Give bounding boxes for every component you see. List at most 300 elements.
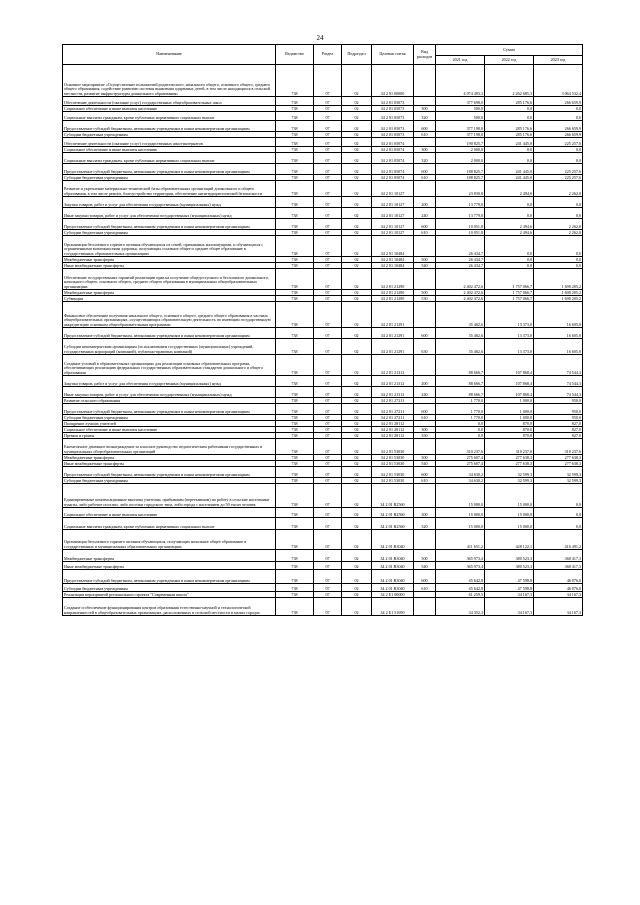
- row-name: Организация бесплатного горячего питания обучающихся из семей, признанных малоимущими, и обучающихся с ограниченными возможностями здоровья, получающих основное общее и среднее общее образование в государственных образовательных организациях: [63, 236, 276, 257]
- row-target-article: 34 2 01 05074: [372, 138, 414, 147]
- row-subsection: 02: [342, 562, 372, 570]
- row-section: 07: [314, 290, 342, 296]
- row-amount-2023: 34 167,3: [534, 592, 583, 598]
- row-amount-2021: 23 830,8: [436, 181, 485, 197]
- row-department: 738: [276, 175, 314, 181]
- row-department: 738: [276, 478, 314, 484]
- row-amount-2022: 1 000,0: [485, 404, 534, 415]
- row-department: 738: [276, 433, 314, 439]
- row-target-article: 34 2 01 05073: [372, 121, 414, 132]
- row-department: 738: [276, 263, 314, 269]
- table-row: [63, 138, 583, 147]
- row-department: 738: [276, 421, 314, 427]
- row-section: 07: [314, 269, 342, 290]
- row-amount-2021: 15 000,0: [436, 484, 485, 508]
- row-target-article: 34 2 01 53030: [372, 461, 414, 467]
- row-amount-2022: 310 237,6: [485, 439, 534, 455]
- row-name: Социальные выплаты гражданам, кроме публичных нормативных социальных выплат: [63, 518, 276, 530]
- row-amount-2021: 411 651,2: [436, 530, 485, 550]
- row-target-article: 34 2 01 21290: [372, 296, 414, 302]
- row-subsection: 02: [342, 467, 372, 478]
- row-department: 738: [276, 257, 314, 263]
- row-name: Иные межбюджетные трансферты: [63, 562, 276, 570]
- row-name: Финансовое обеспечение получения начального общего, основного общего, среднего общего образования в частных общеобразовательных организациях, осуществляющих образовательную деятельность по имеющим государственную аккредитацию основным общеобразовательным программам: [63, 302, 276, 328]
- row-expense-type: 200: [414, 376, 436, 387]
- row-amount-2023: 1 690 205,2: [534, 296, 583, 302]
- row-amount-2021: 0,0: [436, 433, 485, 439]
- row-name: Предоставление субсидий бюджетным, автономным учреждениям и иным некоммерческим организациям: [63, 570, 276, 584]
- row-subsection: 02: [342, 355, 372, 376]
- row-department: 738: [276, 97, 314, 106]
- row-section: 07: [314, 518, 342, 530]
- row-subsection: 02: [342, 376, 372, 387]
- table-row: [63, 439, 583, 455]
- row-name: Предоставление субсидий бюджетным, автономным учреждениям и иным некоммерческим организациям: [63, 164, 276, 175]
- row-amount-2021: 34 352,3: [436, 598, 485, 616]
- row-name: Развитие и укрепление материально-технической базы образовательных организаций дошкольного и общего образования, в том числе ремонт, благоустройство территории, обеспечение антитеррористической безопасности: [63, 181, 276, 197]
- row-department: 738: [276, 106, 314, 112]
- row-amount-2023: 74 544,3: [534, 355, 583, 376]
- row-amount-2021: 26 434,7: [436, 236, 485, 257]
- row-amount-2022: 0,0: [485, 147, 534, 153]
- header-subsection: Подраздел: [342, 45, 372, 65]
- row-amount-2022: 380 523,3: [485, 550, 534, 562]
- row-amount-2022: 0,0: [485, 208, 534, 219]
- row-name: Единовременные компенсационные выплаты учителям, прибывшим (переехавшим) на работу в сельские населенные пункты, либо рабочие поселки, либо поселки городского типа, либо города с населением до 50 тысяч человек: [63, 484, 276, 508]
- row-subsection: 02: [342, 415, 372, 421]
- row-amount-2022: 15 000,0: [485, 518, 534, 530]
- row-name: Социальные выплаты гражданам, кроме публичных нормативных социальных выплат: [63, 153, 276, 164]
- row-amount-2022: 0,0: [485, 257, 534, 263]
- row-expense-type: 350: [414, 433, 436, 439]
- row-section: 07: [314, 132, 342, 138]
- row-section: 07: [314, 439, 342, 455]
- row-amount-2021: 15 000,0: [436, 508, 485, 518]
- row-section: 07: [314, 164, 342, 175]
- row-name: Иные межбюджетные трансферты: [63, 461, 276, 467]
- row-subsection: 02: [342, 257, 372, 263]
- row-section: 07: [314, 106, 342, 112]
- row-expense-type: [414, 598, 436, 616]
- row-section: 07: [314, 208, 342, 219]
- table-row: [63, 570, 583, 584]
- row-amount-2022: 241 445,0: [485, 138, 534, 147]
- row-subsection: 02: [342, 236, 372, 257]
- row-amount-2023: 368 417,3: [534, 562, 583, 570]
- row-amount-2023: 46 076,0: [534, 584, 583, 592]
- row-department: 738: [276, 562, 314, 570]
- row-section: 07: [314, 530, 342, 550]
- row-amount-2023: 368 417,3: [534, 550, 583, 562]
- row-target-article: 34 2 01 05073: [372, 132, 414, 138]
- row-department: 738: [276, 427, 314, 433]
- row-subsection: 02: [342, 290, 372, 296]
- table-row: [63, 219, 583, 230]
- row-subsection: 02: [342, 592, 372, 598]
- row-amount-2023: 266 659,9: [534, 132, 583, 138]
- row-target-article: 34 2 01 05073: [372, 112, 414, 121]
- row-department: 738: [276, 236, 314, 257]
- row-name: Субсидии бюджетным учреждениям: [63, 175, 276, 181]
- row-amount-2021: 365 973,4: [436, 550, 485, 562]
- row-section: 07: [314, 257, 342, 263]
- row-amount-2021: 10 051,8: [436, 219, 485, 230]
- row-amount-2021: 26 434,7: [436, 263, 485, 269]
- row-amount-2023: 2 262,0: [534, 219, 583, 230]
- row-amount-2022: 107 868,4: [485, 387, 534, 398]
- row-target-article: 34 2 01 21312: [372, 387, 414, 398]
- row-amount-2023: 827,0: [534, 421, 583, 427]
- row-section: 07: [314, 97, 342, 106]
- row-section: 07: [314, 121, 342, 132]
- row-amount-2023: 0,0: [534, 508, 583, 518]
- row-amount-2021: 500,0: [436, 106, 485, 112]
- row-amount-2022: 285 176,6: [485, 121, 534, 132]
- row-amount-2022: 0,0: [485, 112, 534, 121]
- row-subsection: 02: [342, 570, 372, 584]
- table-row: [63, 387, 583, 398]
- row-expense-type: 240: [414, 387, 436, 398]
- row-amount-2023: 0,0: [534, 112, 583, 121]
- row-section: 07: [314, 433, 342, 439]
- row-amount-2022: 47 598,8: [485, 584, 534, 592]
- row-subsection: 02: [342, 132, 372, 138]
- row-department: 738: [276, 164, 314, 175]
- row-subsection: 02: [342, 138, 372, 147]
- row-department: 738: [276, 439, 314, 455]
- row-amount-2023: 2 262,0: [534, 230, 583, 236]
- row-amount-2021: 0,0: [436, 427, 485, 433]
- row-amount-2022: 0,0: [485, 197, 534, 208]
- row-name: Межбюджетные трансферты: [63, 290, 276, 296]
- row-department: 738: [276, 570, 314, 584]
- row-amount-2023: 16 605,0: [534, 339, 583, 355]
- row-name: Социальное обеспечение и иные выплаты населению: [63, 508, 276, 518]
- table-row: [63, 208, 583, 219]
- row-department: 738: [276, 404, 314, 415]
- row-amount-2022: 870,0: [485, 421, 534, 427]
- row-amount-2021: 61 259,5: [436, 592, 485, 598]
- row-amount-2023: 74 544,3: [534, 376, 583, 387]
- row-amount-2021: 310 237,6: [436, 439, 485, 455]
- row-name: Закупка товаров, работ и услуг для обеспечения государственных (муниципальных) нужд: [63, 197, 276, 208]
- row-section: 07: [314, 112, 342, 121]
- table-row: [63, 164, 583, 175]
- row-section: 07: [314, 263, 342, 269]
- row-department: 738: [276, 376, 314, 387]
- table-row: [63, 339, 583, 355]
- row-expense-type: [414, 484, 436, 508]
- row-section: 07: [314, 147, 342, 153]
- table-row: [63, 181, 583, 197]
- row-amount-2022: 870,0: [485, 427, 534, 433]
- row-subsection: 02: [342, 598, 372, 616]
- row-section: 07: [314, 478, 342, 484]
- row-amount-2023: 0,0: [534, 484, 583, 508]
- row-amount-2021: 275 607,4: [436, 461, 485, 467]
- row-expense-type: [414, 269, 436, 290]
- row-target-article: 34 2 01 21290: [372, 290, 414, 296]
- table-row: [63, 550, 583, 562]
- table-row: [63, 269, 583, 290]
- row-name: Субсидии бюджетным учреждениям: [63, 415, 276, 421]
- row-amount-2021: 500,0: [436, 112, 485, 121]
- row-expense-type: 300: [414, 147, 436, 153]
- row-department: 738: [276, 296, 314, 302]
- row-amount-2023: 0,0: [534, 197, 583, 208]
- row-amount-2023: 0,0: [534, 263, 583, 269]
- row-target-article: 34 2 01 21290: [372, 269, 414, 290]
- row-amount-2022: 870,0: [485, 433, 534, 439]
- row-expense-type: 600: [414, 570, 436, 584]
- row-amount-2023: 225 257,6: [534, 138, 583, 147]
- row-expense-type: 530: [414, 296, 436, 302]
- row-section: 07: [314, 455, 342, 461]
- row-amount-2021: 275 607,4: [436, 455, 485, 461]
- row-name: Предоставление субсидий бюджетным, автономным учреждениям и иным некоммерческим организациям: [63, 467, 276, 478]
- row-target-article: 34 2 E1 00000: [372, 592, 414, 598]
- row-amount-2021: 1 770,0: [436, 398, 485, 404]
- row-amount-2023: 2 262,0: [534, 181, 583, 197]
- row-name: Социальное обеспечение и иные выплаты населению: [63, 106, 276, 112]
- row-amount-2023: 0,0: [534, 257, 583, 263]
- row-amount-2023: 950,0: [534, 415, 583, 421]
- row-expense-type: 320: [414, 112, 436, 121]
- row-section: 07: [314, 461, 342, 467]
- row-subsection: 02: [342, 219, 372, 230]
- row-section: 07: [314, 138, 342, 147]
- row-amount-2022: 107 868,4: [485, 376, 534, 387]
- row-amount-2021: 35 462,6: [436, 328, 485, 339]
- row-name: Субвенции: [63, 296, 276, 302]
- row-target-article: 34 2 01 05074: [372, 164, 414, 175]
- row-target-article: 34 2 01 21291: [372, 302, 414, 328]
- row-section: 07: [314, 421, 342, 427]
- row-expense-type: 600: [414, 219, 436, 230]
- row-amount-2023: 0,0: [534, 147, 583, 153]
- table-row: [63, 404, 583, 415]
- row-department: 738: [276, 181, 314, 197]
- row-department: 738: [276, 598, 314, 616]
- table-row: [63, 562, 583, 570]
- row-expense-type: 300: [414, 508, 436, 518]
- row-expense-type: 320: [414, 153, 436, 164]
- row-target-article: 34 2 01 53030: [372, 467, 414, 478]
- table-row: [63, 484, 583, 508]
- row-section: 07: [314, 197, 342, 208]
- row-amount-2023: 32 599,3: [534, 478, 583, 484]
- row-target-article: 34 2 01 28112: [372, 427, 414, 433]
- table-row: [63, 518, 583, 530]
- row-subsection: 02: [342, 398, 372, 404]
- row-department: 738: [276, 355, 314, 376]
- row-subsection: 02: [342, 97, 372, 106]
- row-amount-2021: 34 630,2: [436, 467, 485, 478]
- row-expense-type: 500: [414, 550, 436, 562]
- row-amount-2021: 35 462,6: [436, 339, 485, 355]
- row-section: 07: [314, 404, 342, 415]
- row-subsection: 02: [342, 421, 372, 427]
- row-expense-type: [414, 355, 436, 376]
- table-row: [63, 112, 583, 121]
- row-amount-2023: 1 690 205,2: [534, 290, 583, 296]
- row-subsection: 02: [342, 461, 372, 467]
- row-subsection: 02: [342, 478, 372, 484]
- row-amount-2022: 13 373,0: [485, 302, 534, 328]
- row-amount-2021: 2 402 472,6: [436, 290, 485, 296]
- row-amount-2023: 0,0: [534, 153, 583, 164]
- row-target-article: 34 2 01 R3040: [372, 584, 414, 592]
- row-target-article: 34 2 01 00000: [372, 65, 414, 97]
- row-expense-type: 300: [414, 427, 436, 433]
- row-name: Обеспечение деятельности (оказание услуг) государственных школ-интернатов: [63, 138, 276, 147]
- row-subsection: 02: [342, 530, 372, 550]
- row-subsection: 02: [342, 296, 372, 302]
- row-name: Иные закупки товаров, работ и услуг для обеспечения государственных (муниципальных) нужд: [63, 208, 276, 219]
- table-row: [63, 65, 583, 97]
- row-expense-type: 500: [414, 455, 436, 461]
- row-amount-2022: 2 494,6: [485, 230, 534, 236]
- row-amount-2021: 2 402 472,6: [436, 269, 485, 290]
- row-name: Ежемесячное денежное вознаграждение за классное руководство педагогическим работникам государственных и муниципальных общеобразовательных организаций: [63, 439, 276, 455]
- row-department: 738: [276, 530, 314, 550]
- row-name: Реализация мероприятий регионального проекта "Современная школа": [63, 592, 276, 598]
- row-department: 738: [276, 230, 314, 236]
- row-expense-type: 500: [414, 257, 436, 263]
- row-subsection: 02: [342, 427, 372, 433]
- row-amount-2023: 34 167,3: [534, 598, 583, 616]
- table-row: [63, 121, 583, 132]
- row-section: 07: [314, 415, 342, 421]
- row-target-article: 34 2 01 10127: [372, 208, 414, 219]
- row-name: Иные межбюджетные трансферты: [63, 263, 276, 269]
- row-expense-type: 600: [414, 467, 436, 478]
- row-target-article: 34 2 01 05074: [372, 153, 414, 164]
- row-amount-2023: 0,0: [534, 518, 583, 530]
- row-subsection: 02: [342, 339, 372, 355]
- row-subsection: 02: [342, 208, 372, 219]
- row-target-article: 34 2 01 28112: [372, 433, 414, 439]
- row-amount-2022: 13 373,0: [485, 328, 534, 339]
- row-target-article: 34 2 01 10127: [372, 230, 414, 236]
- row-name: Обеспечение деятельности (оказание услуг) государственных общеобразовательных школ: [63, 97, 276, 106]
- row-subsection: 02: [342, 112, 372, 121]
- row-expense-type: [414, 530, 436, 550]
- row-section: 07: [314, 398, 342, 404]
- row-section: 07: [314, 592, 342, 598]
- row-expense-type: 600: [414, 164, 436, 175]
- row-name: Субсидии бюджетным учреждениям: [63, 584, 276, 592]
- row-name: Премии и гранты: [63, 433, 276, 439]
- row-amount-2023: 3 064 532,4: [534, 65, 583, 97]
- row-expense-type: [414, 97, 436, 106]
- row-department: 738: [276, 138, 314, 147]
- row-target-article: 34 2 E1 51690: [372, 598, 414, 616]
- row-amount-2022: 285 176,6: [485, 97, 534, 106]
- row-target-article: 34 2 01 27211: [372, 404, 414, 415]
- row-target-article: 34 2 01 R2560: [372, 518, 414, 530]
- budget-table: [62, 44, 583, 616]
- row-amount-2022: 2 494,6: [485, 219, 534, 230]
- row-expense-type: 600: [414, 328, 436, 339]
- row-amount-2022: 32 599,3: [485, 478, 534, 484]
- row-subsection: 02: [342, 181, 372, 197]
- row-amount-2021: 1 770,0: [436, 415, 485, 421]
- row-department: 738: [276, 219, 314, 230]
- row-target-article: 34 2 01 21291: [372, 339, 414, 355]
- row-department: 738: [276, 461, 314, 467]
- row-name: Предоставление субсидий бюджетным, автономным учреждениям и иным некоммерческим организациям: [63, 328, 276, 339]
- row-amount-2022: 32 599,3: [485, 467, 534, 478]
- row-department: 738: [276, 550, 314, 562]
- row-name: Социальные выплаты гражданам, кроме публичных нормативных социальных выплат: [63, 112, 276, 121]
- row-section: 07: [314, 387, 342, 398]
- row-subsection: 02: [342, 433, 372, 439]
- row-department: 738: [276, 328, 314, 339]
- row-name: Иные закупки товаров, работ и услуг для обеспечения государственных (муниципальных) нужд: [63, 387, 276, 398]
- row-amount-2021: 188 825,7: [436, 175, 485, 181]
- row-subsection: 02: [342, 518, 372, 530]
- row-department: 738: [276, 398, 314, 404]
- row-subsection: 02: [342, 550, 372, 562]
- row-subsection: 02: [342, 584, 372, 592]
- row-amount-2021: 13 779,0: [436, 208, 485, 219]
- row-amount-2022: 1 757 066,7: [485, 296, 534, 302]
- header-target-article: Целевая статья: [372, 45, 414, 65]
- row-target-article: 34 2 01 53030: [372, 439, 414, 455]
- row-target-article: 34 2 01 R2560: [372, 508, 414, 518]
- row-amount-2022: 47 598,8: [485, 570, 534, 584]
- row-target-article: 34 2 01 27211: [372, 415, 414, 421]
- row-target-article: 34 2 01 10484: [372, 236, 414, 257]
- row-name: Предоставление субсидий бюджетным, автономным учреждениям и иным некоммерческим организациям: [63, 219, 276, 230]
- row-expense-type: 610: [414, 415, 436, 421]
- row-amount-2021: 88 666,7: [436, 355, 485, 376]
- row-expense-type: 300: [414, 106, 436, 112]
- row-section: 07: [314, 153, 342, 164]
- row-amount-2023: 0,0: [534, 106, 583, 112]
- row-section: 07: [314, 427, 342, 433]
- row-name: Межбюджетные трансферты: [63, 550, 276, 562]
- row-name: Субсидии некоммерческим организациям (за исключением государственных (муниципальных) учреждений, государственных корпораций (компаний), публично-правовых компаний): [63, 339, 276, 355]
- row-amount-2023: 32 599,3: [534, 467, 583, 478]
- row-name: Предоставление субсидий бюджетным, автономным учреждениям и иным некоммерческим организациям: [63, 121, 276, 132]
- row-subsection: 02: [342, 121, 372, 132]
- row-section: 07: [314, 175, 342, 181]
- row-amount-2021: 34 630,2: [436, 478, 485, 484]
- row-amount-2021: 377 698,0: [436, 97, 485, 106]
- row-amount-2022: 0,0: [485, 106, 534, 112]
- row-target-article: 34 2 01 10127: [372, 197, 414, 208]
- row-target-article: 34 2 01 R3040: [372, 562, 414, 570]
- table-row: [63, 153, 583, 164]
- row-amount-2021: 88 666,7: [436, 376, 485, 387]
- row-department: 738: [276, 147, 314, 153]
- row-subsection: 02: [342, 387, 372, 398]
- row-department: 738: [276, 290, 314, 296]
- row-expense-type: [414, 236, 436, 257]
- row-section: 07: [314, 230, 342, 236]
- row-expense-type: [414, 302, 436, 328]
- row-subsection: 02: [342, 230, 372, 236]
- row-amount-2022: 2 494,6: [485, 181, 534, 197]
- row-subsection: 02: [342, 147, 372, 153]
- row-section: 07: [314, 328, 342, 339]
- row-name: Субсидии бюджетным учреждениям: [63, 230, 276, 236]
- header-section: Раздел: [314, 45, 342, 65]
- row-amount-2021: 2 000,0: [436, 147, 485, 153]
- row-department: 738: [276, 484, 314, 508]
